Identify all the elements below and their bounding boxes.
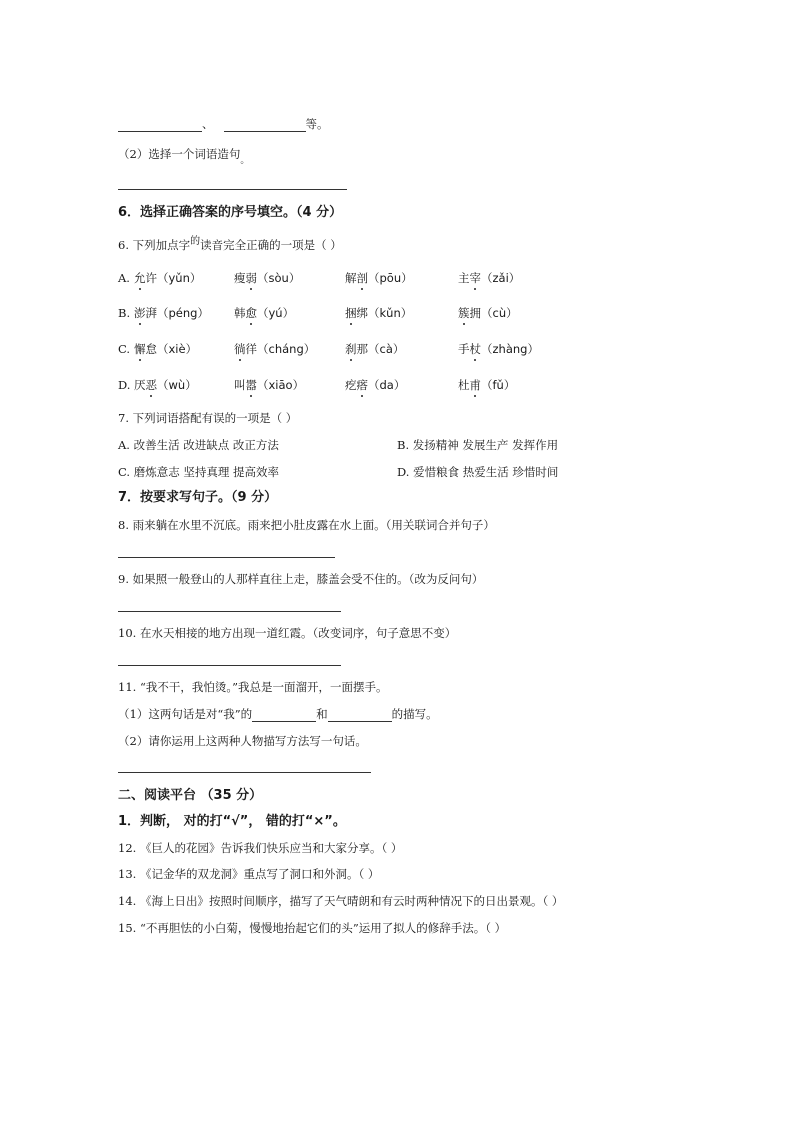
- dotted-character: 恶: [145, 378, 157, 392]
- option-text: 爱惜粮食 热爱生活 珍惜时间: [413, 465, 559, 479]
- answer-line[interactable]: [118, 611, 341, 612]
- pinyin-text: （yú）: [257, 306, 295, 320]
- option-text: 改善生活 改进缺点 改正方法: [133, 438, 279, 452]
- q6-option-word: [345, 305, 412, 321]
- dotted-character: 愈: [245, 306, 257, 320]
- question-11-part-1: [118, 706, 438, 722]
- dotted-character: 徜: [234, 342, 246, 356]
- pinyin-text: （fǔ）: [481, 378, 516, 392]
- q6-option-word: [134, 341, 197, 357]
- word-character: 怠: [145, 342, 157, 356]
- q6-option-word: [134, 305, 209, 321]
- q6-option-label[interactable]: B.: [118, 306, 131, 320]
- q6-option-word: [458, 341, 539, 357]
- word-character: 厌: [134, 378, 146, 392]
- option-text: 磨炼意志 坚持真理 提高效率: [133, 465, 280, 479]
- question-10: 10. 在水天相接的地方出现一道红霞。（改变词序，句子意思不变）: [118, 626, 457, 640]
- q6-option-word: [234, 305, 294, 321]
- word-character: 叫: [234, 378, 246, 392]
- answer-blank[interactable]: [328, 709, 392, 722]
- q6-option-word: [458, 270, 520, 286]
- answer-line[interactable]: [118, 772, 371, 773]
- suffix-text: 等。: [305, 117, 329, 131]
- word-character: 那: [356, 342, 368, 356]
- q7-option-a[interactable]: [118, 437, 279, 453]
- dotted-character: 簇: [458, 306, 470, 320]
- answer-line[interactable]: [118, 189, 347, 190]
- question-2-text: （2）选择一个词语造句: [118, 147, 241, 161]
- pinyin-text: （kǔn）: [368, 306, 413, 320]
- question-6-text-tail: 读音完全正确的一项是（ ）: [200, 238, 342, 252]
- part-1-and: 和: [316, 707, 328, 721]
- part-2-heading: 二、阅读平台 （35 分）: [118, 788, 263, 803]
- q6-option-word: [345, 270, 413, 286]
- answer-blank[interactable]: [252, 709, 316, 722]
- question-8: 8. 雨来躺在水里不沉底。雨来把小肚皮露在水上面。（用关联词合并句子）: [118, 518, 495, 532]
- q6-option-label[interactable]: D.: [118, 378, 131, 392]
- word-character: 瘦: [234, 271, 246, 285]
- pinyin-text: （cháng）: [257, 342, 316, 356]
- word-character: 湃: [145, 306, 157, 320]
- q6-option-word: [345, 341, 404, 357]
- pinyin-text: （pōu）: [368, 271, 413, 285]
- period-mark: 。: [240, 156, 250, 166]
- option-label: A.: [118, 438, 130, 452]
- section-6-heading: 6．选择正确答案的序号填空。（4 分）: [118, 205, 343, 220]
- pinyin-text: （xiè）: [157, 342, 198, 356]
- section-7-heading: 7．按要求写句子。（9 分）: [118, 490, 278, 505]
- separator: 、: [202, 117, 214, 131]
- pinyin-text: （sòu）: [257, 271, 301, 285]
- q6-option-word: [458, 377, 515, 393]
- dotted-character: 宰: [469, 271, 481, 285]
- question-9: 9. 如果照一般登山的人那样直往上走，膝盖会受不住的。（改为反问句）: [118, 572, 484, 586]
- pinyin-text: （cù）: [481, 306, 518, 320]
- question-11-part-2: （2）请你运用上这两种人物描写方法写一句话。: [118, 734, 367, 748]
- answer-blank[interactable]: [118, 119, 202, 132]
- dotted-character: 瘩: [356, 378, 368, 392]
- word-character: 疙: [345, 378, 357, 392]
- q6-option-word: [234, 341, 315, 357]
- dotted-character: 捆: [345, 306, 357, 320]
- question-6-sup: 的: [190, 236, 201, 247]
- word-character: 拥: [469, 306, 481, 320]
- dotted-character: 刹: [345, 342, 357, 356]
- pinyin-text: （péng）: [157, 306, 209, 320]
- q7-option-c[interactable]: [118, 464, 279, 480]
- q6-option-label[interactable]: C.: [118, 342, 131, 356]
- q7-option-b[interactable]: [397, 437, 558, 453]
- part-1-tail: 的描写。: [391, 707, 438, 721]
- option-label: D.: [397, 465, 410, 479]
- question-7-stem: 7. 下列词语搭配有误的一项是（ ）: [118, 411, 298, 425]
- question-13: 13. 《记金华的双龙洞》重点写了洞口和外洞。（ ）: [118, 867, 380, 881]
- top-blank-line: [118, 116, 329, 132]
- pinyin-text: （yǔn）: [157, 271, 202, 285]
- question-14: 14. 《海上日出》按照时间顺序，描写了天气晴朗和有云时两种情况下的日出景观。（ ）: [118, 894, 564, 908]
- word-character: 主: [458, 271, 470, 285]
- word-character: 许: [145, 271, 157, 285]
- q7-option-d[interactable]: [397, 464, 558, 480]
- question-6-stem: [118, 237, 342, 255]
- word-character: 韩: [234, 306, 246, 320]
- q6-option-word: [234, 270, 300, 286]
- word-character: 杜: [458, 378, 470, 392]
- part-1-text: （1）这两句话是对“我”的: [118, 707, 253, 721]
- dotted-character: 澎: [134, 306, 146, 320]
- dotted-character: 嚣: [245, 378, 257, 392]
- q6-option-word: [134, 377, 197, 393]
- word-character: 手: [458, 342, 470, 356]
- judge-subheading: 1．判断， 对的打“√”， 错的打“×”。: [118, 814, 346, 829]
- q6-option-word: [458, 305, 518, 321]
- answer-line[interactable]: [118, 557, 335, 558]
- word-character: 绑: [356, 306, 368, 320]
- question-15: 15. “不再胆怯的小白菊，慢慢地抬起它们的头”运用了拟人的修辞手法。（ ）: [118, 921, 507, 935]
- question-11: 11. “我不干，我怕烫。”我总是一面溜开，一面摆手。: [118, 680, 388, 694]
- pinyin-text: （wù）: [157, 378, 197, 392]
- dotted-character: 杖: [469, 342, 481, 356]
- question-6-text: 6. 下列加点字: [118, 238, 191, 252]
- option-text: 发扬精神 发展生产 发挥作用: [412, 438, 559, 452]
- q6-option-word: [345, 377, 405, 393]
- dotted-character: 甫: [469, 378, 481, 392]
- word-character: 解: [345, 271, 357, 285]
- word-character: 徉: [245, 342, 257, 356]
- question-2-prompt: [118, 146, 249, 164]
- pinyin-text: （da）: [368, 378, 406, 392]
- q6-option-word: [234, 377, 304, 393]
- pinyin-text: （cà）: [368, 342, 405, 356]
- pinyin-text: （zhàng）: [481, 342, 539, 356]
- answer-line[interactable]: [118, 665, 341, 666]
- q6-option-word: [134, 270, 201, 286]
- answer-blank[interactable]: [224, 119, 306, 132]
- dotted-character: 剖: [356, 271, 368, 285]
- option-label: C.: [118, 465, 131, 479]
- question-12: 12. 《巨人的花园》告诉我们快乐应当和大家分享。（ ）: [118, 841, 403, 855]
- q6-option-label[interactable]: A.: [118, 271, 130, 285]
- dotted-character: 懈: [134, 342, 146, 356]
- pinyin-text: （zǎi）: [481, 271, 521, 285]
- dotted-character: 允: [134, 271, 146, 285]
- option-label: B.: [397, 438, 410, 452]
- pinyin-text: （xiāo）: [257, 378, 305, 392]
- dotted-character: 弱: [245, 271, 257, 285]
